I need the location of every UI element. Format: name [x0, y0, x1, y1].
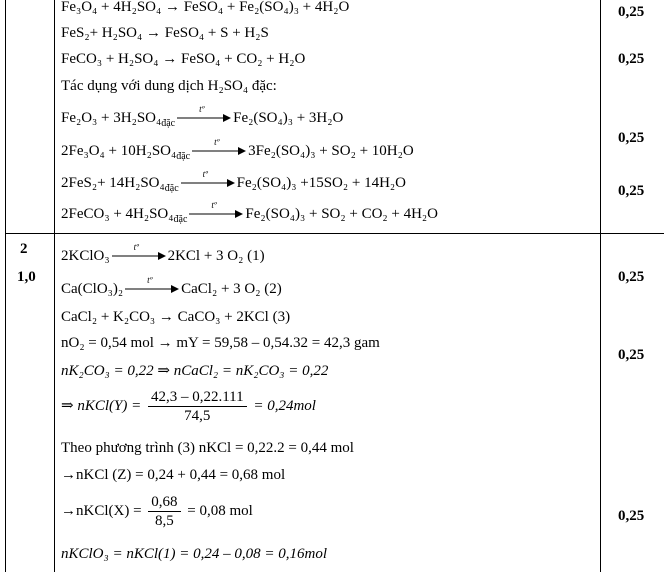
denominator: 8,5: [155, 513, 174, 529]
equation-line: FeCO₃ + H₂SO₄ → FeSO₄ + CO₂ + H₂O: [61, 51, 306, 67]
reaction-line: [61, 137, 414, 166]
fraction-line: [61, 388, 316, 425]
heat-symbol: tº: [214, 137, 220, 147]
reaction-line: [61, 275, 282, 298]
reactants: 2FeCO₃ + 4H₂SO₄: [61, 206, 174, 222]
heat-arrow: [181, 169, 235, 188]
reactants: 2KClO₃: [61, 248, 110, 264]
equation-line: nKClO₃ = nKCl(1) = 0,24 – 0,08 = 0,16mol: [61, 546, 328, 562]
denominator: 74,5: [184, 408, 211, 424]
heat-arrow: [112, 242, 166, 261]
heat-symbol: tº: [133, 242, 139, 252]
equation-line: CaCl₂ + K₂CO₃ → CaCO₃ + 2KCl (3): [61, 309, 291, 325]
heat-arrow: [192, 137, 246, 156]
heat-symbol: tº: [202, 169, 208, 179]
table-border-col1: [54, 0, 55, 572]
heat-arrow: [177, 104, 231, 123]
condition-subscript: đặc: [173, 214, 188, 225]
fraction-line: [61, 493, 253, 530]
reaction-line: [61, 200, 438, 229]
reaction-line: [61, 169, 406, 198]
question-number: 2: [20, 241, 28, 257]
section-note: Tác dụng với dung dịch H₂SO₄ đặc:: [61, 78, 277, 94]
heat-arrow: [125, 275, 179, 294]
equation-line: nK₂CO₃ = 0,22 ⇒ nCaCl₂ = nK₂CO₃ = 0,22: [61, 363, 329, 379]
equation-line: →nKCl (Z) = 0,24 + 0,44 = 0,68 mol: [61, 467, 286, 483]
numerator: 0,68: [148, 493, 180, 512]
condition-subscript: đặc: [176, 151, 191, 162]
products: Fe₂(SO₄)₃ +15SO₂ + 14H₂O: [236, 175, 406, 191]
table-border-left: [5, 0, 6, 572]
score: 0,25: [618, 4, 645, 20]
products: CaCl₂ + 3 O₂ (2): [181, 281, 282, 297]
table-border-col2: [600, 0, 601, 572]
heat-symbol: tº: [211, 200, 217, 210]
heat-arrow: [189, 200, 243, 219]
equation-line: Fe₃O₄ + 4H₂SO₄ → FeSO₄ + Fe₂(SO₄)₃ + 4H₂O: [61, 0, 350, 15]
condition-subscript: đặc: [164, 183, 179, 194]
score: 0,25: [618, 269, 645, 285]
reactants: 2Fe₃O₄ + 10H₂SO₄: [61, 143, 177, 159]
score: 0,25: [618, 183, 645, 199]
reaction-line: [61, 242, 265, 265]
products: 2KCl + 3 O₂ (1): [167, 248, 265, 264]
heat-symbol: tº: [199, 104, 205, 114]
reaction-line: [61, 104, 344, 133]
heat-symbol: tº: [147, 275, 153, 285]
formula-prefix: →nKCl(X) =: [61, 502, 142, 519]
score: 0,25: [618, 51, 645, 67]
equation-line: Theo phương trình (3) nKCl = 0,22.2 = 0,44 mol: [61, 440, 354, 456]
equation-line: nO₂ = 0,54 mol → mY = 59,58 – 0,54.32 = 42,3 gam: [61, 335, 380, 351]
condition-subscript: đặc: [161, 118, 176, 129]
products: Fe₂(SO₄)₃ + SO₂ + CO₂ + 4H₂O: [245, 206, 438, 222]
score: 0,25: [618, 130, 645, 146]
fraction: [148, 493, 180, 530]
reactants: Fe₂O₃ + 3H₂SO₄: [61, 110, 162, 126]
numerator: 42,3 – 0,22.111: [148, 388, 247, 407]
products: 3Fe₂(SO₄)₃ + SO₂ + 10H₂O: [248, 143, 414, 159]
row-divider: [5, 233, 664, 234]
score: 0,25: [618, 508, 645, 524]
score: 0,25: [618, 347, 645, 363]
reactants: Ca(ClO₃)₂: [61, 281, 124, 297]
formula-result: = 0,24mol: [253, 397, 316, 414]
question-points: 1,0: [17, 269, 36, 285]
products: Fe₂(SO₄)₃ + 3H₂O: [233, 110, 344, 126]
formula-prefix: ⇒ nKCl(Y) =: [61, 397, 142, 414]
formula-result: = 0,08 mol: [187, 502, 253, 519]
equation-line: FeS₂+ H₂SO₄ → FeSO₄ + S + H₂S: [61, 25, 269, 41]
reactants: 2FeS₂+ 14H₂SO₄: [61, 175, 165, 191]
fraction: [148, 388, 247, 425]
